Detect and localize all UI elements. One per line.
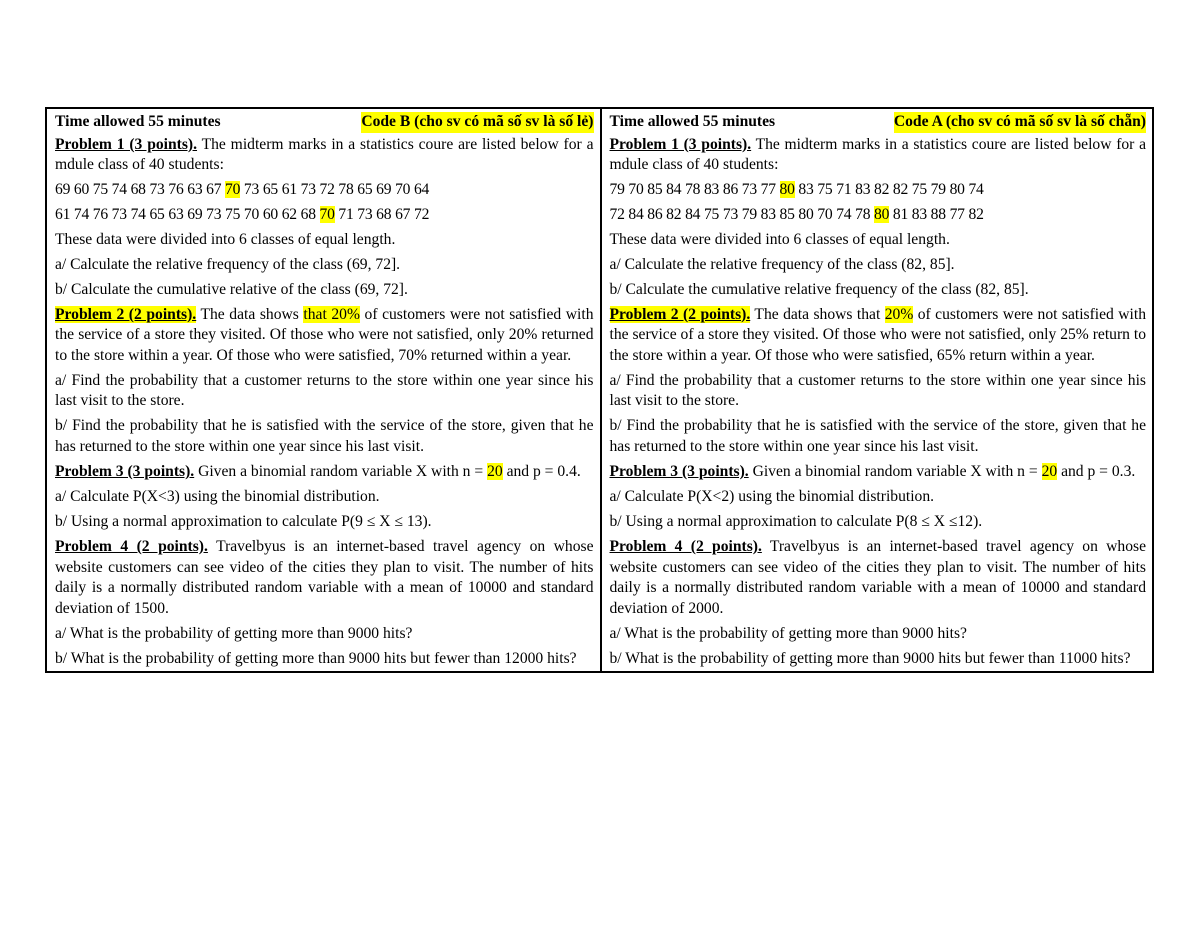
marks-row-1	[55, 180, 594, 201]
marks-text: 61 74 76 73 74 65 63 69 73 75 70 60 62 68	[55, 205, 320, 223]
highlighted-mark: 70	[319, 205, 335, 223]
problem-text: The data shows that	[750, 305, 885, 323]
time-allowed: Time allowed 55 minutes	[55, 113, 221, 130]
problem-2	[55, 305, 594, 367]
exam-table	[45, 107, 1154, 673]
problem-2-a: a/ Find the probability that a customer returns to the store within one year since his last visit to the store.	[609, 371, 1146, 410]
highlighted-text: that 20%	[303, 305, 360, 323]
problem-text: Travelbyus is an internet-based travel agency on whose website customers can see video of the cities they plan to visit. The number of hits daily is a normally distributed random variable with a mean of 10000 and standard deviation of 2000.	[609, 537, 1147, 617]
problem-3-a: a/ Calculate P(X<3) using the binomial distribution.	[55, 488, 380, 506]
code-b-column	[47, 109, 600, 671]
problem-text: Given a binomial random variable X with n =	[194, 463, 488, 481]
code-label: Code B (cho sv có mã số sv là số lẻ)	[361, 112, 593, 133]
problem-title: Problem 1 (3 points).	[55, 135, 198, 153]
problem-text: Given a binomial random variable X with n =	[748, 463, 1042, 481]
problem-3	[610, 462, 1147, 483]
problem-4-a: a/ What is the probability of getting more than 9000 hits?	[609, 624, 967, 642]
problem-text: and p = 0.3.	[1057, 463, 1136, 481]
problem-text: of customers were not satisfied with the service of a store they visited. Of those who were not satisfied, only 20% returned to the store within a year. Of those who were satisfied, 70% returned within a year.	[55, 305, 594, 364]
code-label: Code A (cho sv có mã số sv là số chẵn)	[894, 112, 1146, 133]
problem-4	[610, 537, 1147, 619]
highlighted-mark: 70	[225, 180, 241, 198]
marks-row-2	[610, 205, 1147, 226]
code-b-header	[55, 112, 594, 133]
problem-2-a: a/ Find the probability that a customer returns to the store within one year since his last visit to the store.	[55, 371, 594, 410]
problem-1	[55, 135, 594, 176]
problem-2	[610, 305, 1147, 367]
problem-text: The data shows	[196, 305, 304, 323]
marks-text: 83 75 71 83 82 82 75 79 80 74	[794, 180, 984, 198]
marks-text: 79 70 85 84 78 83 86 73 77	[609, 180, 780, 198]
problem-2-b: b/ Find the probability that he is satisfied with the service of the store, given that he has returned to the store within one year since his last visit.	[55, 417, 594, 456]
problem-title: Problem 4 (2 points).	[55, 537, 208, 555]
classes-note: These data were divided into 6 classes of equal length.	[55, 230, 396, 248]
highlighted-text: 20	[487, 463, 503, 481]
problem-3-b: b/ Using a normal approximation to calculate P(8 ≤ X ≤12).	[609, 513, 983, 530]
marks-text: 69 60 75 74 68 73 76 63 67	[55, 180, 226, 198]
problem-3	[55, 462, 594, 483]
highlighted-mark: 80	[874, 205, 890, 223]
highlighted-text: 20%	[884, 305, 914, 323]
problem-3-b: b/ Using a normal approximation to calculate P(9 ≤ X ≤ 13).	[55, 513, 432, 530]
problem-1-b: b/ Calculate the cumulative relative frequency of the class (82, 85].	[609, 280, 1029, 298]
problem-3-a: a/ Calculate P(X<2) using the binomial distribution.	[609, 488, 935, 506]
problem-text: The midterm marks in a statistics coure are listed below for a mdule class of 40 students:	[55, 135, 594, 174]
problem-text: of customers were not satisfied with the service of a store they visited. Of those who were not satisfied, only 25% return to the store within a year. Of those who were satisfied, 65% return within a year.	[609, 305, 1146, 364]
problem-1-a: a/ Calculate the relative frequency of the class (82, 85].	[609, 255, 955, 273]
problem-title: Problem 2 (2 points).	[55, 305, 197, 323]
problem-4-b: b/ What is the probability of getting more than 9000 hits but fewer than 11000 hits?	[609, 649, 1131, 667]
problem-title: Problem 2 (2 points).	[609, 305, 751, 323]
code-a-header	[610, 112, 1147, 133]
problem-1-a: a/ Calculate the relative frequency of the class (69, 72].	[55, 255, 401, 273]
problem-text: Travelbyus is an internet-based travel agency on whose website customers can see video of the cities they plan to visit. The number of hits daily is a normally distributed random variable with a mean of 10000 and standard deviation of 1500.	[55, 537, 594, 617]
problem-title: Problem 1 (3 points).	[609, 135, 752, 153]
marks-text: 71 73 68 67 72	[334, 205, 430, 223]
problem-2-b: b/ Find the probability that he is satisfied with the service of the store, given that he has returned to the store within one year since his last visit.	[609, 417, 1146, 456]
code-a-column	[600, 109, 1153, 671]
highlighted-text: 20	[1041, 463, 1058, 481]
problem-1-b: b/ Calculate the cumulative relative of the class (69, 72].	[55, 280, 408, 298]
marks-text: 73 65 61 73 72 78 65 69 70 64	[240, 180, 430, 198]
marks-row-1	[610, 180, 1147, 201]
classes-note: These data were divided into 6 classes of equal length.	[609, 230, 950, 248]
problem-1	[610, 135, 1147, 176]
problem-text: The midterm marks in a statistics coure are listed below for a mdule class of 40 students:	[609, 135, 1147, 174]
problem-title: Problem 3 (3 points).	[55, 463, 195, 481]
problem-4-b: b/ What is the probability of getting more than 9000 hits but fewer than 12000 hits?	[55, 649, 577, 667]
problem-4	[55, 537, 594, 619]
problem-title: Problem 4 (2 points).	[609, 537, 762, 555]
highlighted-mark: 80	[779, 180, 795, 198]
marks-text: 72 84 86 82 84 75 73 79 83 85 80 70 74 78	[609, 205, 874, 223]
problem-text: and p = 0.4.	[502, 463, 581, 481]
problem-4-a: a/ What is the probability of getting more than 9000 hits?	[55, 624, 413, 642]
time-allowed: Time allowed 55 minutes	[609, 113, 776, 130]
marks-row-2	[55, 205, 594, 226]
problem-title: Problem 3 (3 points).	[609, 463, 749, 481]
marks-text: 81 83 88 77 82	[889, 205, 984, 223]
